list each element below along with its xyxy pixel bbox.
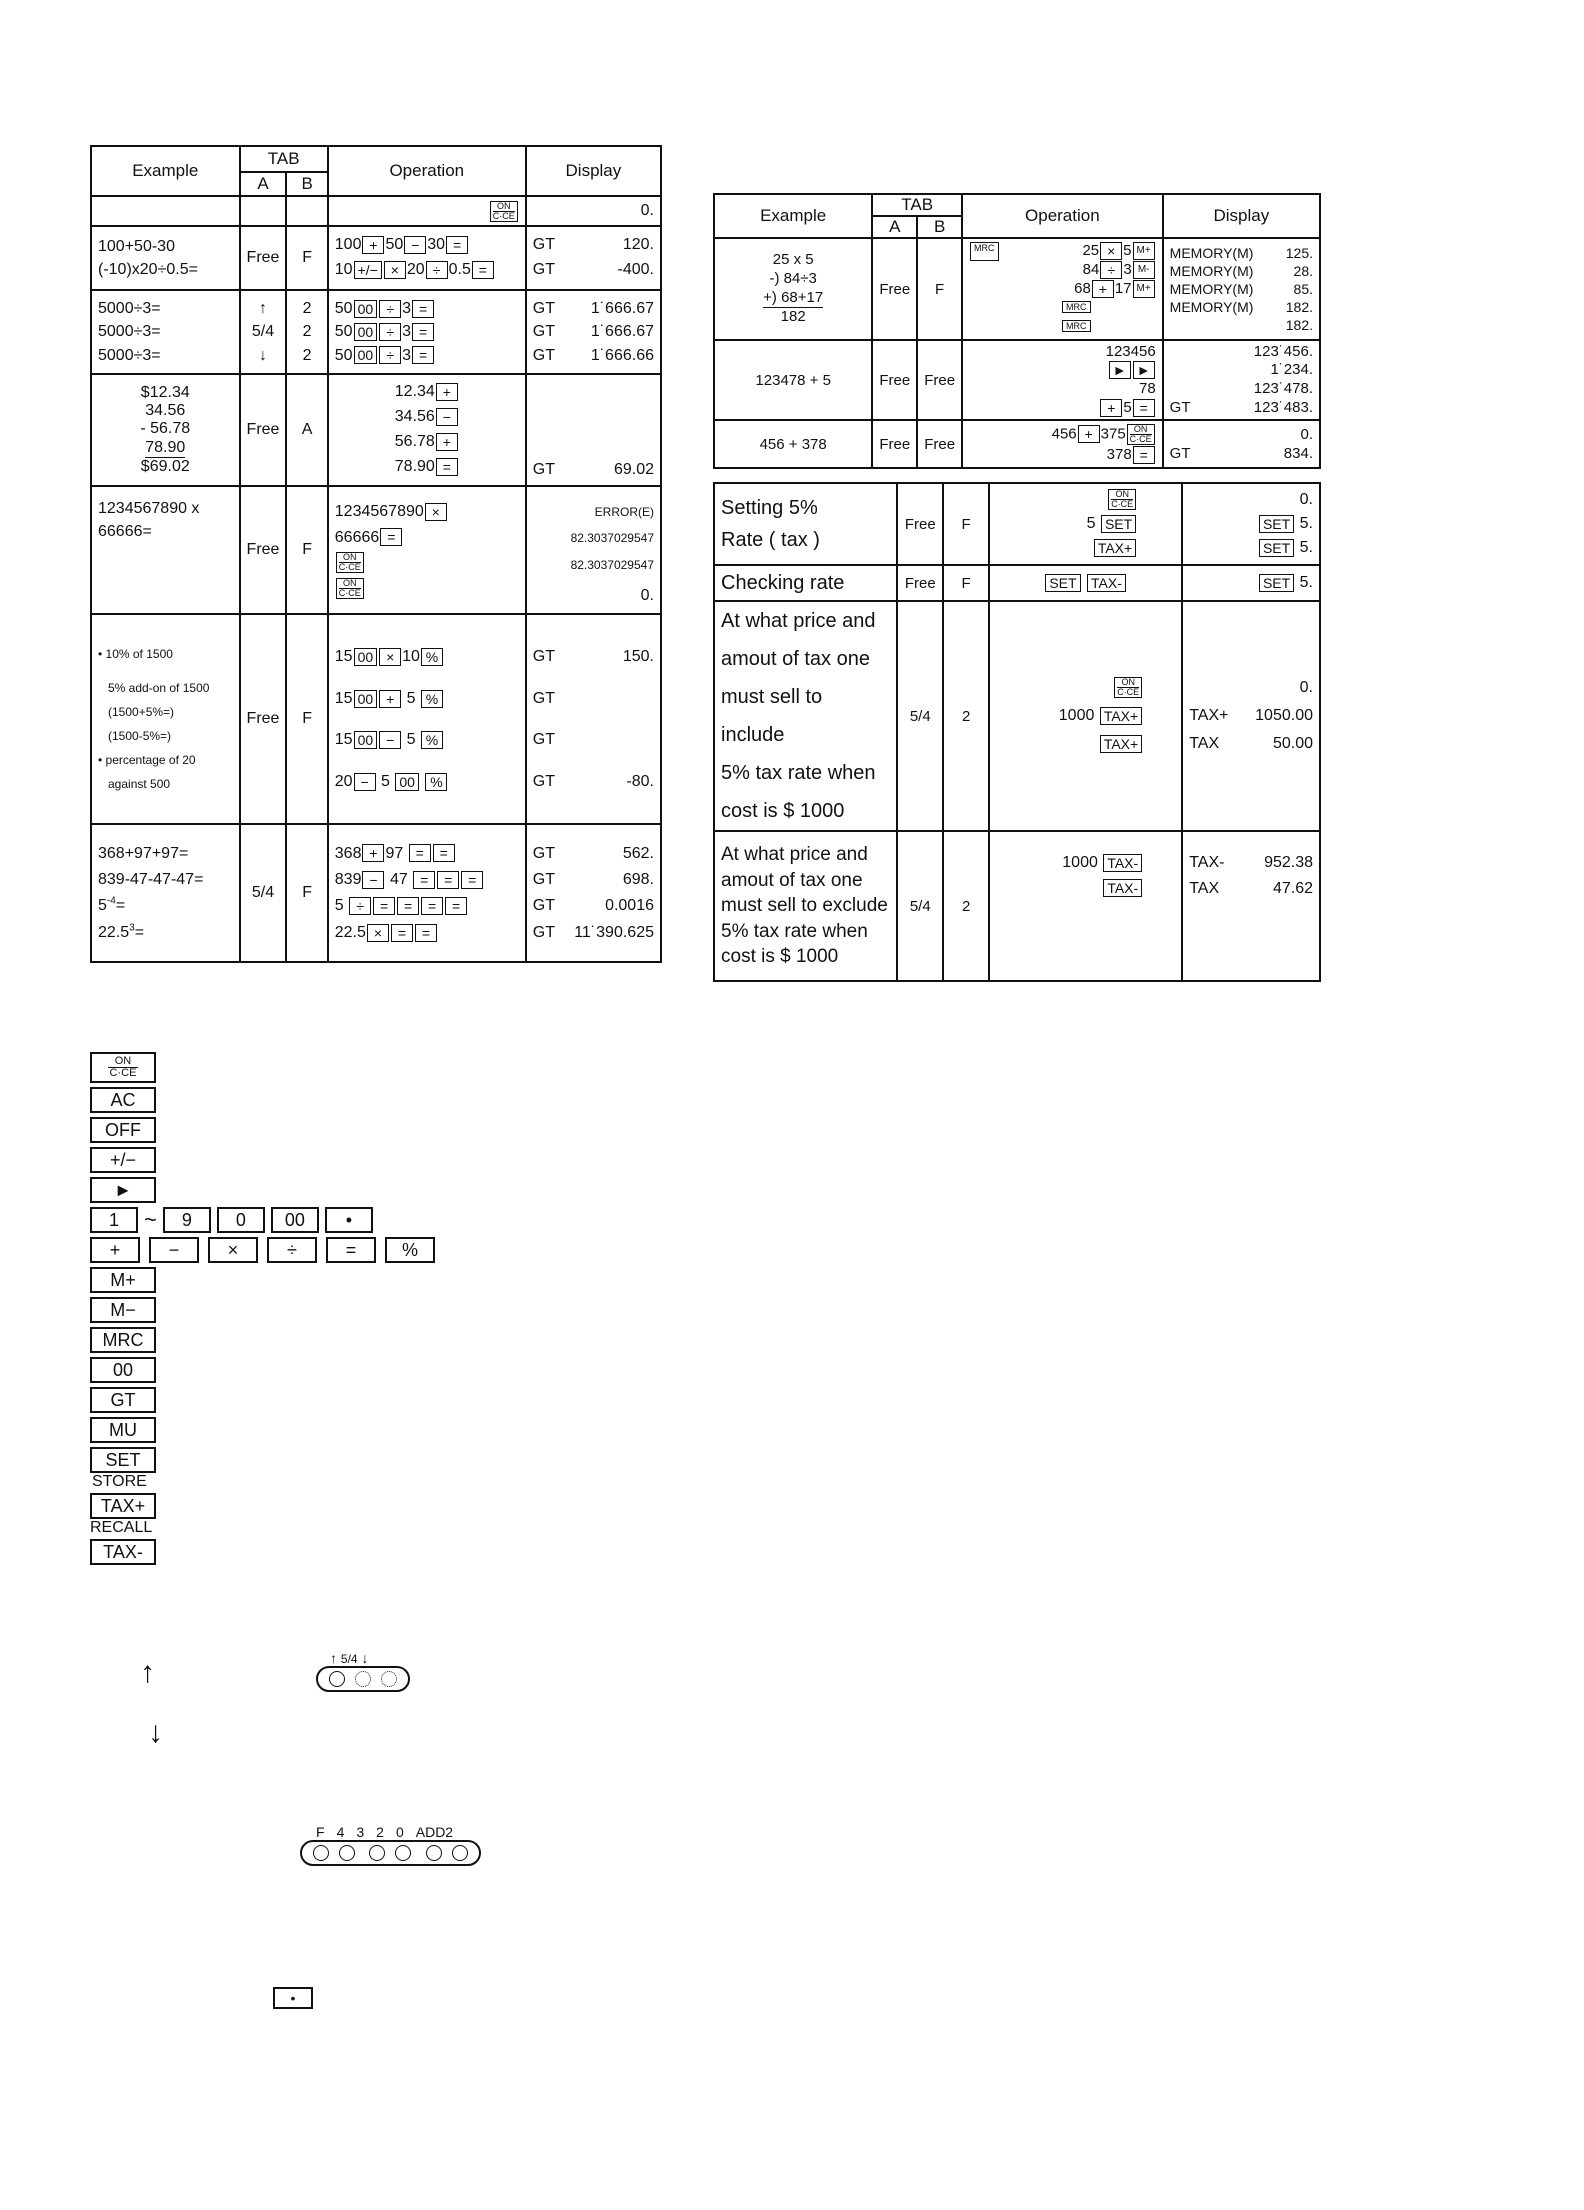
memory-examples-table <box>713 193 1321 469</box>
header-display: Display <box>1163 194 1320 238</box>
decimal-0[interactable] <box>426 1845 442 1861</box>
store-label: STORE <box>92 1473 147 1490</box>
table-row: • 10% of 1500 5% add-on of 1500 (1500+5%=) (1500-5%=) • percentage of 20 against 500 Free F 15 00 × 10 % 15 00 + 5 % 15 00 − 5 % 20 − 5 00 % GT 150. GT GT GT -80. <box>91 614 661 824</box>
tax-minus-key: TAX- <box>90 1539 156 1565</box>
set-key: SET <box>90 1447 156 1473</box>
double-zero-key: 00 <box>90 1357 156 1383</box>
rounding-switch: ↑ 5/4 ↓ <box>316 1650 410 1692</box>
table-row: 368+97+97= 839-47-47-47= $5^{-4}=$ $22.5^3=$ 5/4 F 368 + 97 = = 839 − 47 = = = 5 ÷ = = = = 22.5 × = = GT 562. GT 698. GT 0.0016 GT 11˙390.625 <box>91 824 661 962</box>
table-row: 1234567890 x 66666= Free F 1234567890 × 66666 = $\frac{ON}{C\cdot CE}$ $\frac{ON}{C\cdot CE}$ ERROR(E) 82.3037029547 82.3037029547 0. <box>91 486 661 614</box>
digit-keys: 1 ~ 9 0 00 • <box>90 1207 435 1233</box>
key-legend <box>90 1052 435 1565</box>
right-shift-key: ► <box>90 1177 156 1203</box>
header-b: B <box>917 216 962 238</box>
switch-position-mid[interactable] <box>355 1671 371 1687</box>
header-tab: TAB <box>872 194 962 216</box>
header-a: A <box>872 216 917 238</box>
table-row <box>91 196 661 226</box>
header-display: Display <box>526 146 661 196</box>
mu-key: MU <box>90 1417 156 1443</box>
table-row: Checking rate Free F SET TAX- SET 5. <box>714 565 1320 601</box>
m-plus-key: M+ <box>90 1267 156 1293</box>
decimal-3[interactable] <box>369 1845 385 1861</box>
switch-position-up[interactable] <box>329 1671 345 1687</box>
table-row: 5000÷3= 5000÷3= 5000÷3= ↑ 5/4 ↓ 2 2 2 50 00 ÷ 3 = 50 00 ÷ 3 = 50 00 ÷ 3 = GT 1˙666.67 GT 1˙666.67 GT 1˙666.66 <box>91 290 661 374</box>
mrc-key: MRC <box>90 1327 156 1353</box>
switch-position-down[interactable] <box>381 1671 397 1687</box>
table-row: Setting 5% Rate ( tax ) Free F $\frac{ON}{C\cdot CE}$ 5 SET TAX+ 0. SET 5. SET 5. <box>714 483 1320 565</box>
decimal-4[interactable] <box>339 1845 355 1861</box>
on-ce-key: ON C·CE <box>90 1052 156 1083</box>
off-key: OFF <box>90 1117 156 1143</box>
table-row: 456 + 378 Free Free 456 + 375 $\frac{ON}{C\cdot CE}$ 378 = 0. GT 834. <box>714 420 1320 468</box>
table-row: 100+50-30 (-10)x20÷0.5= Free F 100 + 50 − 30 = 10 +/− × 20 ÷ 0.5 = GT 120. GT -400. <box>91 226 661 290</box>
decimal-f[interactable] <box>313 1845 329 1861</box>
tax-examples-table <box>713 482 1321 982</box>
table-row: At what price and amout of tax one must sell to exclude 5% tax rate when cost is $ 1000 5/4 2 1000 TAX- TAX- TAX- 952.38 TAX 47.62 <box>714 831 1320 981</box>
header-operation: Operation <box>328 146 526 196</box>
header-tab: TAB <box>240 146 328 172</box>
decimal-point-key: • <box>273 1987 313 2009</box>
header-example: Example <box>91 146 240 196</box>
header-operation: Operation <box>962 194 1163 238</box>
examples-table-left <box>90 145 662 963</box>
arrow-up-icon: ↑ <box>140 1656 155 1689</box>
header-a: A <box>240 172 287 196</box>
display-value: 0. <box>526 196 661 226</box>
on-ce-key: $\frac{ON}{C\cdot CE}$ <box>490 201 518 222</box>
tax-plus-key: TAX+ <box>90 1493 156 1519</box>
recall-label: RECALL <box>90 1519 153 1536</box>
table-row: 123478 + 5 Free Free 123456 ► ► 78 + 5 = 123˙456. 1˙234. 123˙478. GT 123˙483. <box>714 340 1320 420</box>
decimal-2[interactable] <box>395 1845 411 1861</box>
table-row: At what price and amout of tax one must sell to include 5% tax rate when cost is $ 1000 5/4 2 $\frac{ON}{C\cdot CE}$ 1000 TAX+ TAX+ 0. TAX+ 1050.00 TAX 50.00 <box>714 601 1320 831</box>
plus-minus-key: +/− <box>90 1147 156 1173</box>
decimal-add2[interactable] <box>452 1845 468 1861</box>
operator-keys: + − × ÷ = % <box>90 1237 435 1263</box>
table-row: $12.34 34.56 - 56.78 78.90 $69.02 Free A 12.34 + 34.56 − 56.78 + 78.90 = GT 69.02 <box>91 374 661 486</box>
header-b: B <box>286 172 327 196</box>
decimal-switch: F 4 3 2 0 ADD2 <box>300 1824 481 1866</box>
ac-key: AC <box>90 1087 156 1113</box>
gt-key: GT <box>90 1387 156 1413</box>
header-example: Example <box>714 194 872 238</box>
m-minus-key: M− <box>90 1297 156 1323</box>
table-row: 25 x 5 -) 84÷3 +) 68+17 182 Free F MRC 25 × 5 M+ 84 ÷ 3 M- 68 + 17 M+ MRC MRC MEMORY(M) 125. MEMORY(M) 28. MEMORY(M) 85. MEMORY(M) 182. 182. <box>714 238 1320 340</box>
arrow-down-icon: ↓ <box>148 1716 163 1749</box>
